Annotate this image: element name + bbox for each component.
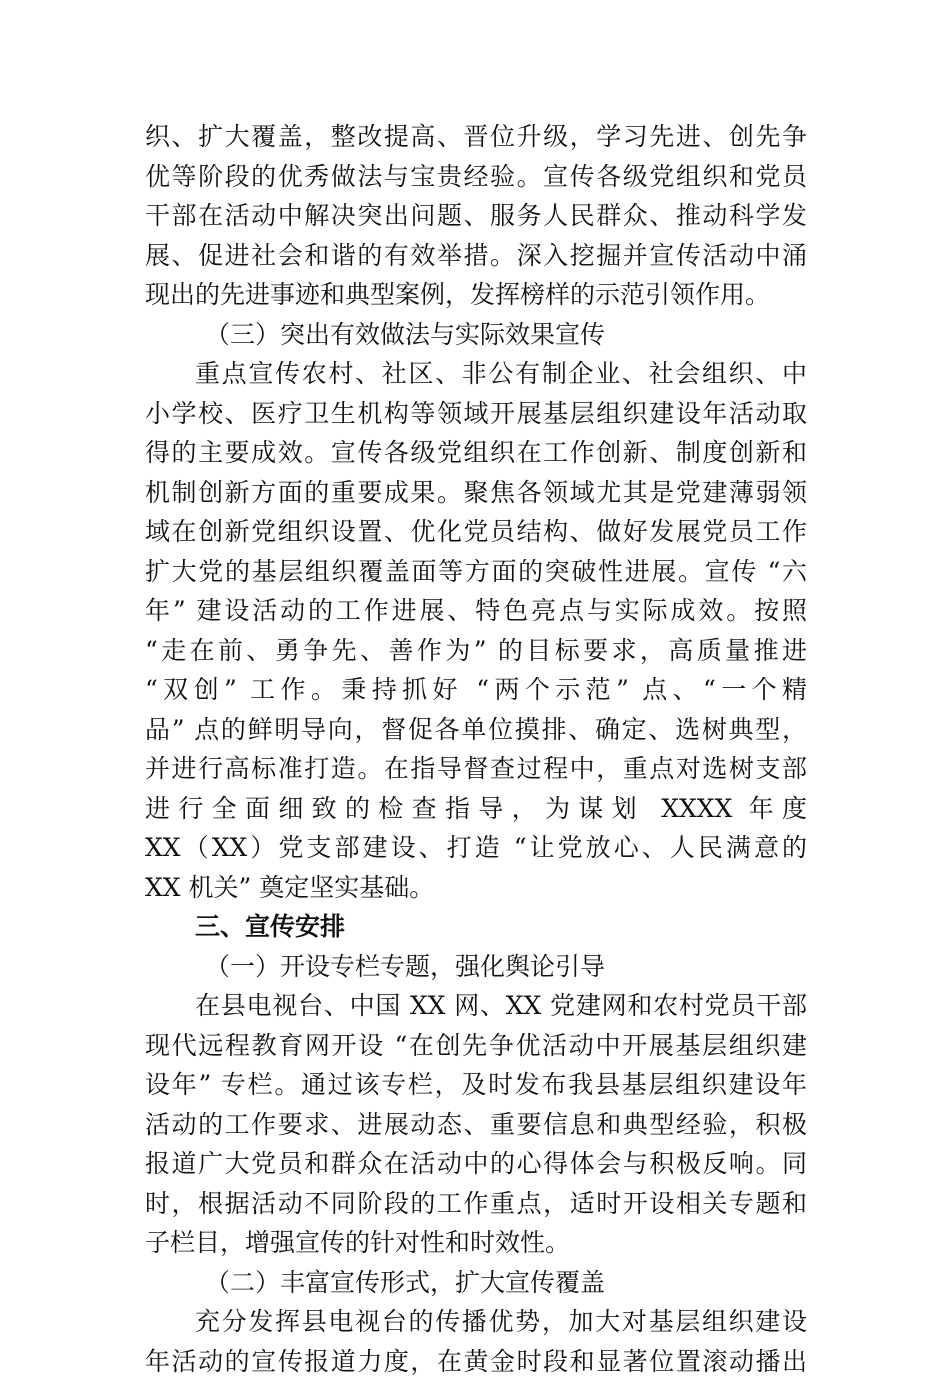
text-line: 机制创新方面的重要成果。聚焦各领域尤其是党建薄弱领 xyxy=(145,473,807,513)
text-line: 现代远程教育网开设 “在创先争优活动中开展基层组织建 xyxy=(145,1026,807,1066)
text-line: 重点宣传农村、社区、非公有制企业、社会组织、中 xyxy=(145,354,807,394)
subheading-three: （三）突出有效做法与实际效果宣传 xyxy=(145,315,807,355)
text-line: 现出的先进事迹和典型案例，发挥榜样的示范引领作用。 xyxy=(145,275,807,315)
text-line: 活动的工作要求、进展动态、重要信息和典型经验，积极 xyxy=(145,1105,807,1145)
text-line: 子栏目，增强宣传的针对性和时效性。 xyxy=(145,1223,807,1263)
text-line: 进行全面细致的检查指导，为谋划 XXXX 年度 xyxy=(145,789,807,829)
paragraph-forms xyxy=(145,1302,807,1381)
paragraph-effective-practices xyxy=(145,354,807,907)
text-line: 时，根据活动不同阶段的工作重点，适时开设相关专题和 xyxy=(145,1184,807,1224)
paragraph-continuation xyxy=(145,117,807,315)
text-line: 得的主要成效。宣传各级党组织在工作创新、制度创新和 xyxy=(145,433,807,473)
text-line: 设年” 专栏。通过该专栏，及时发布我县基层组织建设年 xyxy=(145,1065,807,1105)
text-line: 织、扩大覆盖，整改提高、晋位升级，学习先进、创先争 xyxy=(145,117,807,157)
subheading-one: （一）开设专栏专题，强化舆论引导 xyxy=(145,947,807,987)
text-line: “双创” 工作。秉持抓好 “两个示范” 点、“一个精 xyxy=(145,670,807,710)
section-heading: 三、宣传安排 xyxy=(145,907,807,947)
text-line: 并进行高标准打造。在指导督查过程中，重点对选树支部 xyxy=(145,749,807,789)
text-line: 年活动的宣传报道力度，在黄金时段和显著位置滚动播出 xyxy=(145,1342,807,1381)
text-line: 展、促进社会和谐的有效举措。深入挖掘并宣传活动中涌 xyxy=(145,236,807,276)
document-page xyxy=(145,117,807,1381)
text-line: XX 机关” 奠定坚实基础。 xyxy=(145,868,807,908)
text-line: 年” 建设活动的工作进展、特色亮点与实际成效。按照 xyxy=(145,591,807,631)
text-line: 品” 点的鲜明导向，督促各单位摸排、确定、选树典型， xyxy=(145,710,807,750)
text-line: 干部在活动中解决突出问题、服务人民群众、推动科学发 xyxy=(145,196,807,236)
text-line: XX（XX）党支部建设、打造 “让党放心、人民满意的 xyxy=(145,828,807,868)
text-line: 在县电视台、中国 XX 网、XX 党建网和农村党员干部 xyxy=(145,986,807,1026)
text-line: 充分发挥县电视台的传播优势，加大对基层组织建设 xyxy=(145,1302,807,1342)
subheading-two: （二）丰富宣传形式，扩大宣传覆盖 xyxy=(145,1263,807,1303)
text-line: 扩大党的基层组织覆盖面等方面的突破性进展。宣传 “六 xyxy=(145,552,807,592)
text-line: 域在创新党组织设置、优化党员结构、做好发展党员工作 xyxy=(145,512,807,552)
text-line: 小学校、医疗卫生机构等领域开展基层组织建设年活动取 xyxy=(145,394,807,434)
text-line: 优等阶段的优秀做法与宝贵经验。宣传各级党组织和党员 xyxy=(145,157,807,197)
paragraph-columns xyxy=(145,986,807,1263)
text-line: “走在前、勇争先、善作为” 的目标要求，高质量推进 xyxy=(145,631,807,671)
text-line: 报道广大党员和群众在活动中的心得体会与积极反响。同 xyxy=(145,1144,807,1184)
